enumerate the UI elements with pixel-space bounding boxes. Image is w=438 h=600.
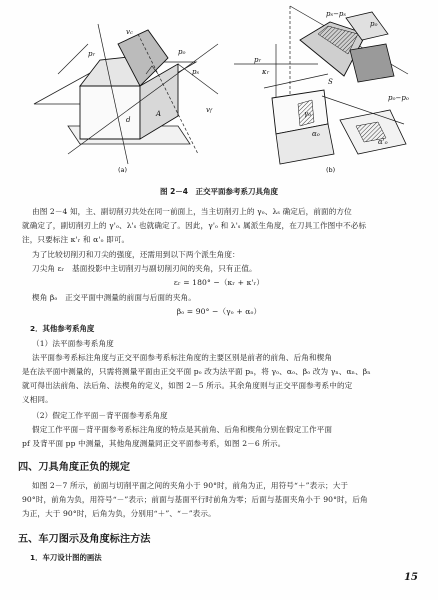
svg-text:α'o: α'o <box>378 138 388 146</box>
paragraph-line: 90°时，前角为负，用符号“－”表示；前面与基面平行时前角为零；后面与基面夹角小于 90°时，后角 <box>22 495 368 504</box>
paragraph-line: 假定工作平面－背平面参考系标注角度的特点是其前角、后角和楔角分别在假定工作平面 <box>32 425 333 434</box>
svg-text:(a): (a) <box>118 166 128 174</box>
svg-text:po−po: po−po <box>388 94 409 102</box>
svg-text:vf: vf <box>206 106 212 114</box>
paragraph-line: 如图 2－7 所示，前面与切削平面之间的夹角小于 90°时，前角为正，用符号“＋”表示；大于 <box>32 481 349 490</box>
svg-text:ps−ps: ps−ps <box>326 10 346 18</box>
svg-text:γo: γo <box>304 110 312 118</box>
svg-text:pr: pr <box>88 50 95 58</box>
svg-text:vc: vc <box>126 28 133 36</box>
svg-text:αo: αo <box>312 130 320 138</box>
paragraph-line: 楔角 βₒ 正交平面中测量的前面与后面的夹角。 <box>32 293 196 302</box>
paragraph-line: 刀尖角 εᵣ 基面投影中主切削刃与副切削刃间的夹角，只有正值。 <box>32 264 257 273</box>
svg-text:A: A <box>156 110 162 118</box>
paragraph-line: 注，只要标注 κ'ᵣ 和 α'ₒ 即可。 <box>22 235 130 244</box>
cutting-tool-reference-planes-figure <box>28 4 412 176</box>
chapter-heading: 五、车刀图示及角度标注方法 <box>18 534 151 545</box>
paragraph-line: 是在法平面中测量的，只需将测量平面由正交平面 pₒ 改为法平面 pₙ，将 γₒ、αₒ、βₒ 改为 γₙ、αₙ、βₙ <box>22 367 371 376</box>
paragraph-line: 为了比较切削刃和刀尖的强度，还需用到以下两个派生角度： <box>32 250 240 259</box>
paragraph-line: 为正，大于 90°时，后角为负，分别用“＋”、“－”表示。 <box>22 509 216 518</box>
chapter-heading: 四、刀具角度正负的规定 <box>18 462 131 473</box>
subsection-heading: （2）假定工作平面－背平面参考系角度 <box>32 411 168 420</box>
svg-text:S: S <box>328 78 333 86</box>
section-heading: 1．车刀设计图的画法 <box>30 553 102 562</box>
svg-text:κr: κr <box>262 68 269 76</box>
svg-text:(b): (b) <box>326 166 336 174</box>
paragraph-line: 法平面参考系标注角度与正交平面参考系标注角度的主要区别是前者的前角、后角和楔角 <box>32 353 333 362</box>
page-number: 15 <box>404 572 418 583</box>
svg-text:d: d <box>126 116 131 124</box>
paragraph-line: pf 及背平面 pp 中测量，其他角度测量同正交平面参考系，如图 2－6 所示。 <box>22 439 286 448</box>
svg-text:po: po <box>178 48 186 56</box>
paragraph-line: 就可得出法前角、法后角、法楔角的定义，如图 2－5 所示。其余角度则与正交平面参考系中的定 <box>22 381 353 390</box>
svg-text:pr: pr <box>254 56 261 64</box>
formula: εᵣ = 180° −（κᵣ + κ'ᵣ） <box>173 278 265 287</box>
svg-text:po: po <box>370 20 378 28</box>
subsection-heading: （1）法平面参考系角度 <box>32 339 114 348</box>
paragraph-line: 由图 2－4 知，主、副切削刃共处在同一前面上，当主切削刃上的 γₒ、λₛ 确定后，前面的方位 <box>32 207 352 216</box>
figure-caption: 图 2－4 正交平面参考系刀具角度 <box>159 187 279 196</box>
figure-b-drawing <box>234 6 409 174</box>
section-heading: 2．其他参考系角度 <box>30 324 95 333</box>
paragraph-line: 义相同。 <box>22 395 53 404</box>
paragraph-line: 就确定了，副切削刃上的 γ'ₒ、λ'ₛ 也就确定了。因此，γ'ₒ 和 λ'ₛ 属派生角度，在刀具工作图中不必标 <box>22 221 367 230</box>
figure-a-drawing <box>34 24 218 174</box>
formula: βₒ = 90° −（γₒ + αₒ） <box>176 307 262 316</box>
svg-text:ps: ps <box>192 68 200 76</box>
